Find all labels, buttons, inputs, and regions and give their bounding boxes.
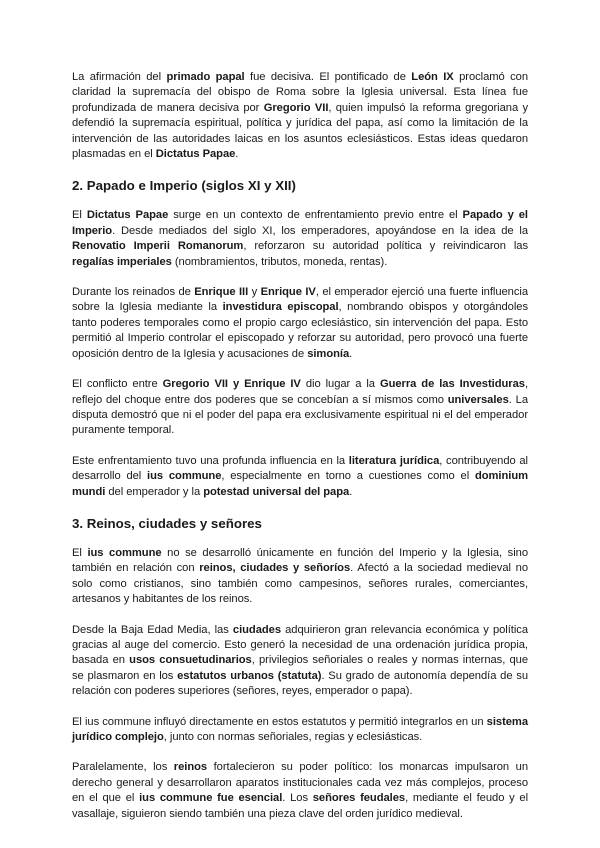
bold-term: estatutos urbanos (statuta) <box>177 669 322 682</box>
bold-term: Dictatus Papae <box>155 148 236 161</box>
bold-term: sistema jurídico complejo <box>72 715 528 743</box>
text-run: El <box>72 209 87 222</box>
bold-term: investidura episcopal <box>222 301 339 314</box>
text-run: El conflicto entre <box>72 378 163 391</box>
bold-term: simonía <box>307 347 350 360</box>
bold-term: ius commune fue esencial <box>139 792 283 805</box>
text-run: (nombramientos, tributos, moneda, rentas). <box>171 255 388 268</box>
bold-term: ius commune <box>147 470 222 483</box>
text-run: del emperador y la <box>105 485 204 498</box>
bold-term: usos consuetudinarios <box>129 654 252 667</box>
text-run: no se desarrolló únicamente en función del Imperio y la Iglesia, sino también en relación con <box>72 546 528 575</box>
text-run: . <box>349 485 353 498</box>
text-run: Paralelamente, los <box>72 761 174 774</box>
text-run: . Afectó a la sociedad medieval no solo como cristianos, sino también como campesinos, señores rurales, comerciantes, artesanos y habitantes de los reinos. <box>72 562 528 606</box>
section-heading-papado-imperio: 2. Papado e Imperio (siglos XI y XII) <box>72 178 296 194</box>
bold-term: literatura jurídica <box>348 454 440 467</box>
paragraph-primado-papal <box>72 70 528 162</box>
text-run: , el emperador ejerció una fuerte influencia sobre la Iglesia mediante la <box>72 286 528 314</box>
text-run: dio lugar a la <box>300 378 380 391</box>
text-run: Desde la Baja Edad Media, las <box>72 623 233 636</box>
bold-term: regalías imperiales <box>72 255 172 268</box>
text-run: , reflejo del choque entre dos poderes que se concebían a sí mismos como <box>72 378 528 406</box>
paragraph-reinos-senores <box>72 760 528 822</box>
text-run: , nombrando obispos y otorgándoles tanto poderes temporales como el propio cargo eclesiástico, sin intervención del papa. Esto permitió al Imperio controlar el episcopado y reforzar su autoridad, pero provocó una fuerte oposición dentro de la Iglesia y acusaciones de <box>72 301 528 360</box>
bold-term: ius commune <box>87 546 162 559</box>
bold-term: Papado y el Imperio <box>72 209 528 237</box>
paragraph-sistema-juridico <box>72 715 528 746</box>
bold-term: señores feudales <box>312 792 406 805</box>
section-heading-reinos-ciudades: 3. Reinos, ciudades y señores <box>72 515 262 531</box>
bold-term: potestad universal del papa <box>203 485 350 498</box>
paragraph-literatura-juridica <box>72 454 528 500</box>
text-run: fue decisiva. El pontificado de <box>244 71 412 83</box>
text-run: , junto con normas señoriales, regias y eclesiásticas. <box>163 731 423 743</box>
bold-term: ciudades <box>232 623 281 636</box>
bold-term: Dictatus Papae <box>86 209 169 222</box>
text-run: , mediante el feudo y el vasallaje, siguieron siendo también una pieza clave del orden jurídico medieval. <box>72 792 529 820</box>
bold-term: Gregorio VII y Enrique IV <box>162 378 301 391</box>
bold-term: León IX <box>411 71 454 83</box>
text-run: surge en un contexto de enfrentamiento previo entre el <box>168 209 463 222</box>
bold-term: dominium mundi <box>72 470 528 498</box>
bold-term: Enrique IV <box>260 286 316 299</box>
text-run: adquirieron gran relevancia económica y política gracias al auge del comercio. Esto generó la necesidad de una ordenación jurídica propia, basada en <box>72 623 528 667</box>
bold-term: universales <box>447 393 509 406</box>
text-run: , privilegios señoriales o reales y normas internas, que se plasmaron en los <box>72 654 528 682</box>
text-run: . Los <box>282 792 313 805</box>
paragraph-ciudades <box>72 623 528 700</box>
text-run: . <box>349 347 353 360</box>
bold-term: reinos, ciudades y señoríos <box>199 562 351 575</box>
text-run: . <box>235 148 239 161</box>
bold-term: Guerra de las Investiduras <box>379 378 525 391</box>
paragraph-investidura <box>72 285 528 362</box>
text-run: Durante los reinados de <box>72 286 195 299</box>
bold-term: reinos <box>173 761 208 774</box>
text-run: . Su grado de autonomía dependía de su relación con poderes superiores (señores, reyes, emperador o papa). <box>72 669 528 698</box>
text-run: , quien impulsó la reforma gregoriana y defendió la supremacía espiritual, política y jurídica del papa, así como la limitación de la intervención de las autoridades laicas en los asuntos eclesiásticos. Estas ideas quedaron plasmadas en el <box>72 101 528 161</box>
bold-term: Gregorio VII <box>263 101 329 114</box>
text-run: El ius commune influyó directamente en estos estatutos y permitió integrarlos en un <box>72 715 487 728</box>
text-run: fortalecieron su poder político: los monarcas impulsaron un derecho general y desarrollaron aparatos institucionales cada vez más complejos, proceso en el que el <box>72 761 528 805</box>
paragraph-guerra-investiduras <box>72 377 528 439</box>
text-run: y <box>248 286 261 299</box>
text-run: . La disputa demostró que ni el poder del papa era exclusivamente espiritual ni el del emperador puramente temporal. <box>72 393 528 437</box>
bold-term: primado papal <box>166 71 245 83</box>
bold-term: Renovatio Imperii Romanorum <box>72 240 244 253</box>
text-run: La afirmación del <box>72 71 167 83</box>
text-run: , contribuyendo al desarrollo del <box>72 454 528 483</box>
text-run: Este enfrentamiento tuvo una profunda influencia en la <box>72 454 349 467</box>
text-run: El <box>72 546 88 559</box>
paragraph-ius-commune-reinos <box>72 546 528 608</box>
text-run: . Desde mediados del siglo XI, los emperadores, apoyándose en la idea de la <box>112 224 528 237</box>
text-run: proclamó con claridad la supremacía del obispo de Roma sobre la Iglesia universal. Esta línea fue profundizada de manera decisiva por <box>72 71 529 114</box>
text-run: , reforzaron su autoridad política y reivindicaron las <box>243 240 528 253</box>
document-page <box>72 70 528 822</box>
paragraph-dictatus-papae-context <box>72 208 528 270</box>
bold-term: Enrique III <box>194 286 249 299</box>
text-run: , especialmente en torno a cuestiones como el <box>221 470 475 483</box>
